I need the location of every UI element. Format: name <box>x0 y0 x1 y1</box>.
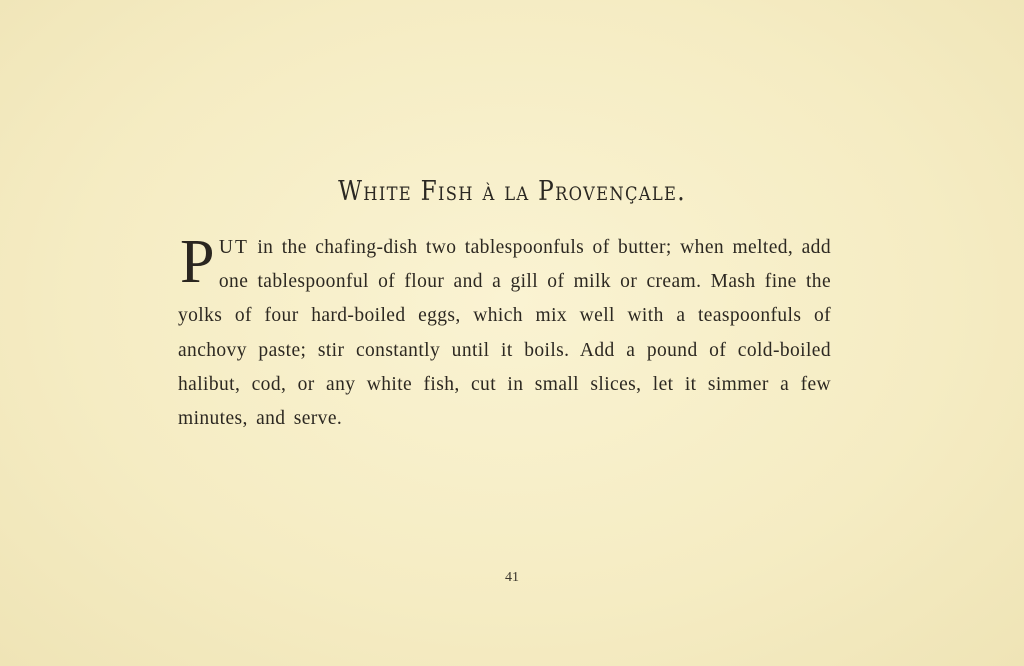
recipe-text: in the chafing-dish two tablespoonfuls of butter; when melted, add one tablespoonful of flour and a gill of milk or cream. Mash fine the yolks of four hard-boiled eggs, which mix well with a teaspoonfuls of anchovy paste; stir constantly until it boils. Add a pound of cold-boiled halibut, cod, or any white fish, cut in small slices, let it simmer a few minutes, and serve. <box>178 237 831 430</box>
lead-word: UT <box>218 237 249 258</box>
recipe-body <box>178 228 831 436</box>
recipe-title: White Fish à la Provençale. <box>338 176 686 207</box>
page-number: 41 <box>505 570 519 585</box>
drop-cap: P <box>180 228 215 296</box>
